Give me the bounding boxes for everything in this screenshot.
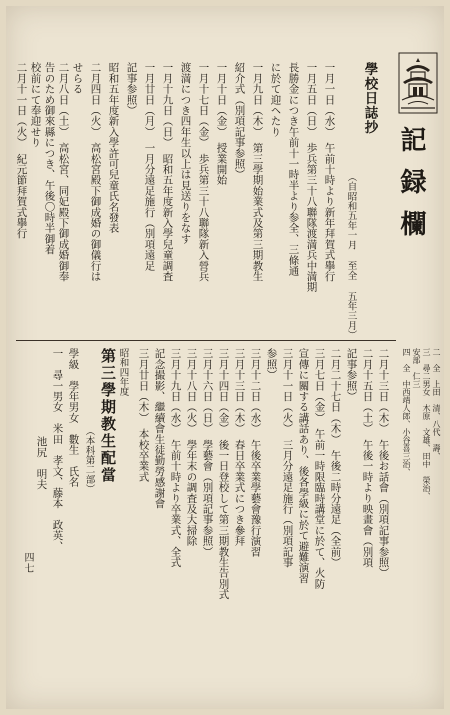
- march-entry: 記念撮影、繼續會生徒勤勞感謝會: [153, 348, 166, 509]
- diary-date-range: （自昭和五年一月 至全 五年三月）: [345, 172, 357, 340]
- pagoda-emblem-icon: [398, 52, 438, 114]
- section-divider: [16, 340, 396, 341]
- diary-entry: 告のため御來縣につき、午後〇時半御着: [43, 62, 56, 255]
- march-entry: 三月十六日（日） 學藝會（別項記事参照）: [201, 348, 214, 557]
- diary-entry: 昭和五年度新入學許可兒童氏名發表: [107, 62, 120, 234]
- diary-entry: 一月十日（金） 授業開始: [215, 62, 228, 186]
- teacher-row: 一 尋一男女 米田 孝文、藤本 政英、: [51, 348, 64, 552]
- assignment-row: 安部 仁三: [412, 348, 421, 388]
- march-entry: 三月七日（金） 午前一時限臨時講堂に於て、火防: [313, 348, 326, 589]
- page-number: 四七: [22, 552, 33, 574]
- march-entry: 三月十三日（木） 春日卒業式につき參拜: [233, 348, 246, 547]
- diary-entry: 長勝金につき午前十一時半より参全、三條通: [287, 62, 300, 276]
- diary-entry: 一月十九日（日） 昭和五年度新入學兒童調査: [161, 62, 174, 282]
- assignment-row: 二 全 上田 清、八代 壽、: [432, 348, 441, 460]
- diary-entry: 二月四日（火） 高松宮殿下御成婚の御儀行は: [89, 62, 102, 282]
- march-entry: 三月十一日（火） 三月分遠足施行（別項記事: [281, 348, 294, 568]
- page-title: 記録欄: [396, 126, 426, 252]
- diary-entry: 一月十七日（金） 歩兵第三十八聯隊新入營兵: [197, 62, 210, 282]
- teacher-row: 池尻 明夫: [35, 436, 48, 490]
- assignment-row: 三 尋二男女 木原 文雄、田中 榮治、: [422, 348, 431, 500]
- march-entry: 三月十八日（火） 學年末の調査及大掃除: [185, 348, 198, 547]
- diary-entry: 二月八日（土） 高松宮、同妃殿下御成婚御奉: [57, 62, 70, 282]
- diary-entry: 二月十一日（火） 紀元節拜賀式擧行: [15, 62, 28, 239]
- diary-entry: 一月一日（水） 午前十時より新年拜賀式擧行: [323, 62, 336, 282]
- diary-title: 學校日誌抄: [361, 62, 378, 135]
- march-entry: 二月十五日（土） 午後一時より映畫會（別項: [361, 348, 374, 568]
- diary-entry: 一月九日（木） 第三學期始業式及第三期教生: [251, 62, 264, 282]
- march-entry: 三月廿日（木） 本校卒業式: [137, 348, 150, 482]
- march-entry: 三月十九日（水） 午前十時より卒業式、全式: [169, 348, 182, 568]
- document-page: [6, 6, 444, 709]
- diary-entry: 記事参照）: [125, 62, 138, 116]
- diary-entry: 渡満につき四年生以上は見送りをなす: [179, 62, 192, 244]
- assignment-row: 四 全 中西靖人郎、小谷喜三治、: [402, 348, 411, 476]
- diary-entry: 校前にて奉迎せり: [29, 62, 42, 148]
- diary-entry: 一月五日（日） 歩兵第三十八聯隊渡満兵中満期: [305, 62, 318, 293]
- march-entry: 記事参照）: [345, 348, 358, 402]
- diary-entry: に於て迎ヘたり: [269, 62, 282, 137]
- diary-entry: せらる: [71, 62, 84, 95]
- assignment-table: [398, 348, 444, 708]
- diary-entry: 紹介式（別項記事参照）: [233, 62, 246, 180]
- teacher-section-title: 第三學期教生配當: [99, 348, 117, 484]
- teacher-section-note: （本科第二部）: [83, 426, 95, 494]
- diary-entry: 一月廿日（月） 一月分遠足施行（別項遠足: [143, 62, 156, 271]
- march-entry: 二月十三日（木） 午後お話會（別項記事参照）: [377, 348, 390, 579]
- march-entry: 宣傳に關する講話あり、後各學級に於て避難演習: [297, 348, 310, 584]
- march-entry: 三月十四日（金） 後一日登校して第三期教生告別式: [217, 348, 230, 600]
- teacher-table-header: 學級 學年男女 數生 氏名: [67, 348, 80, 488]
- march-entry: 参照）: [265, 348, 278, 381]
- march-entry: 二月二十七日（木） 午後二時分遠足（全前）: [329, 348, 342, 568]
- teacher-section-year: 昭和四年度: [117, 348, 129, 397]
- march-entry: 三月十二日（水） 午後卒業學藝會豫行演習: [249, 348, 262, 557]
